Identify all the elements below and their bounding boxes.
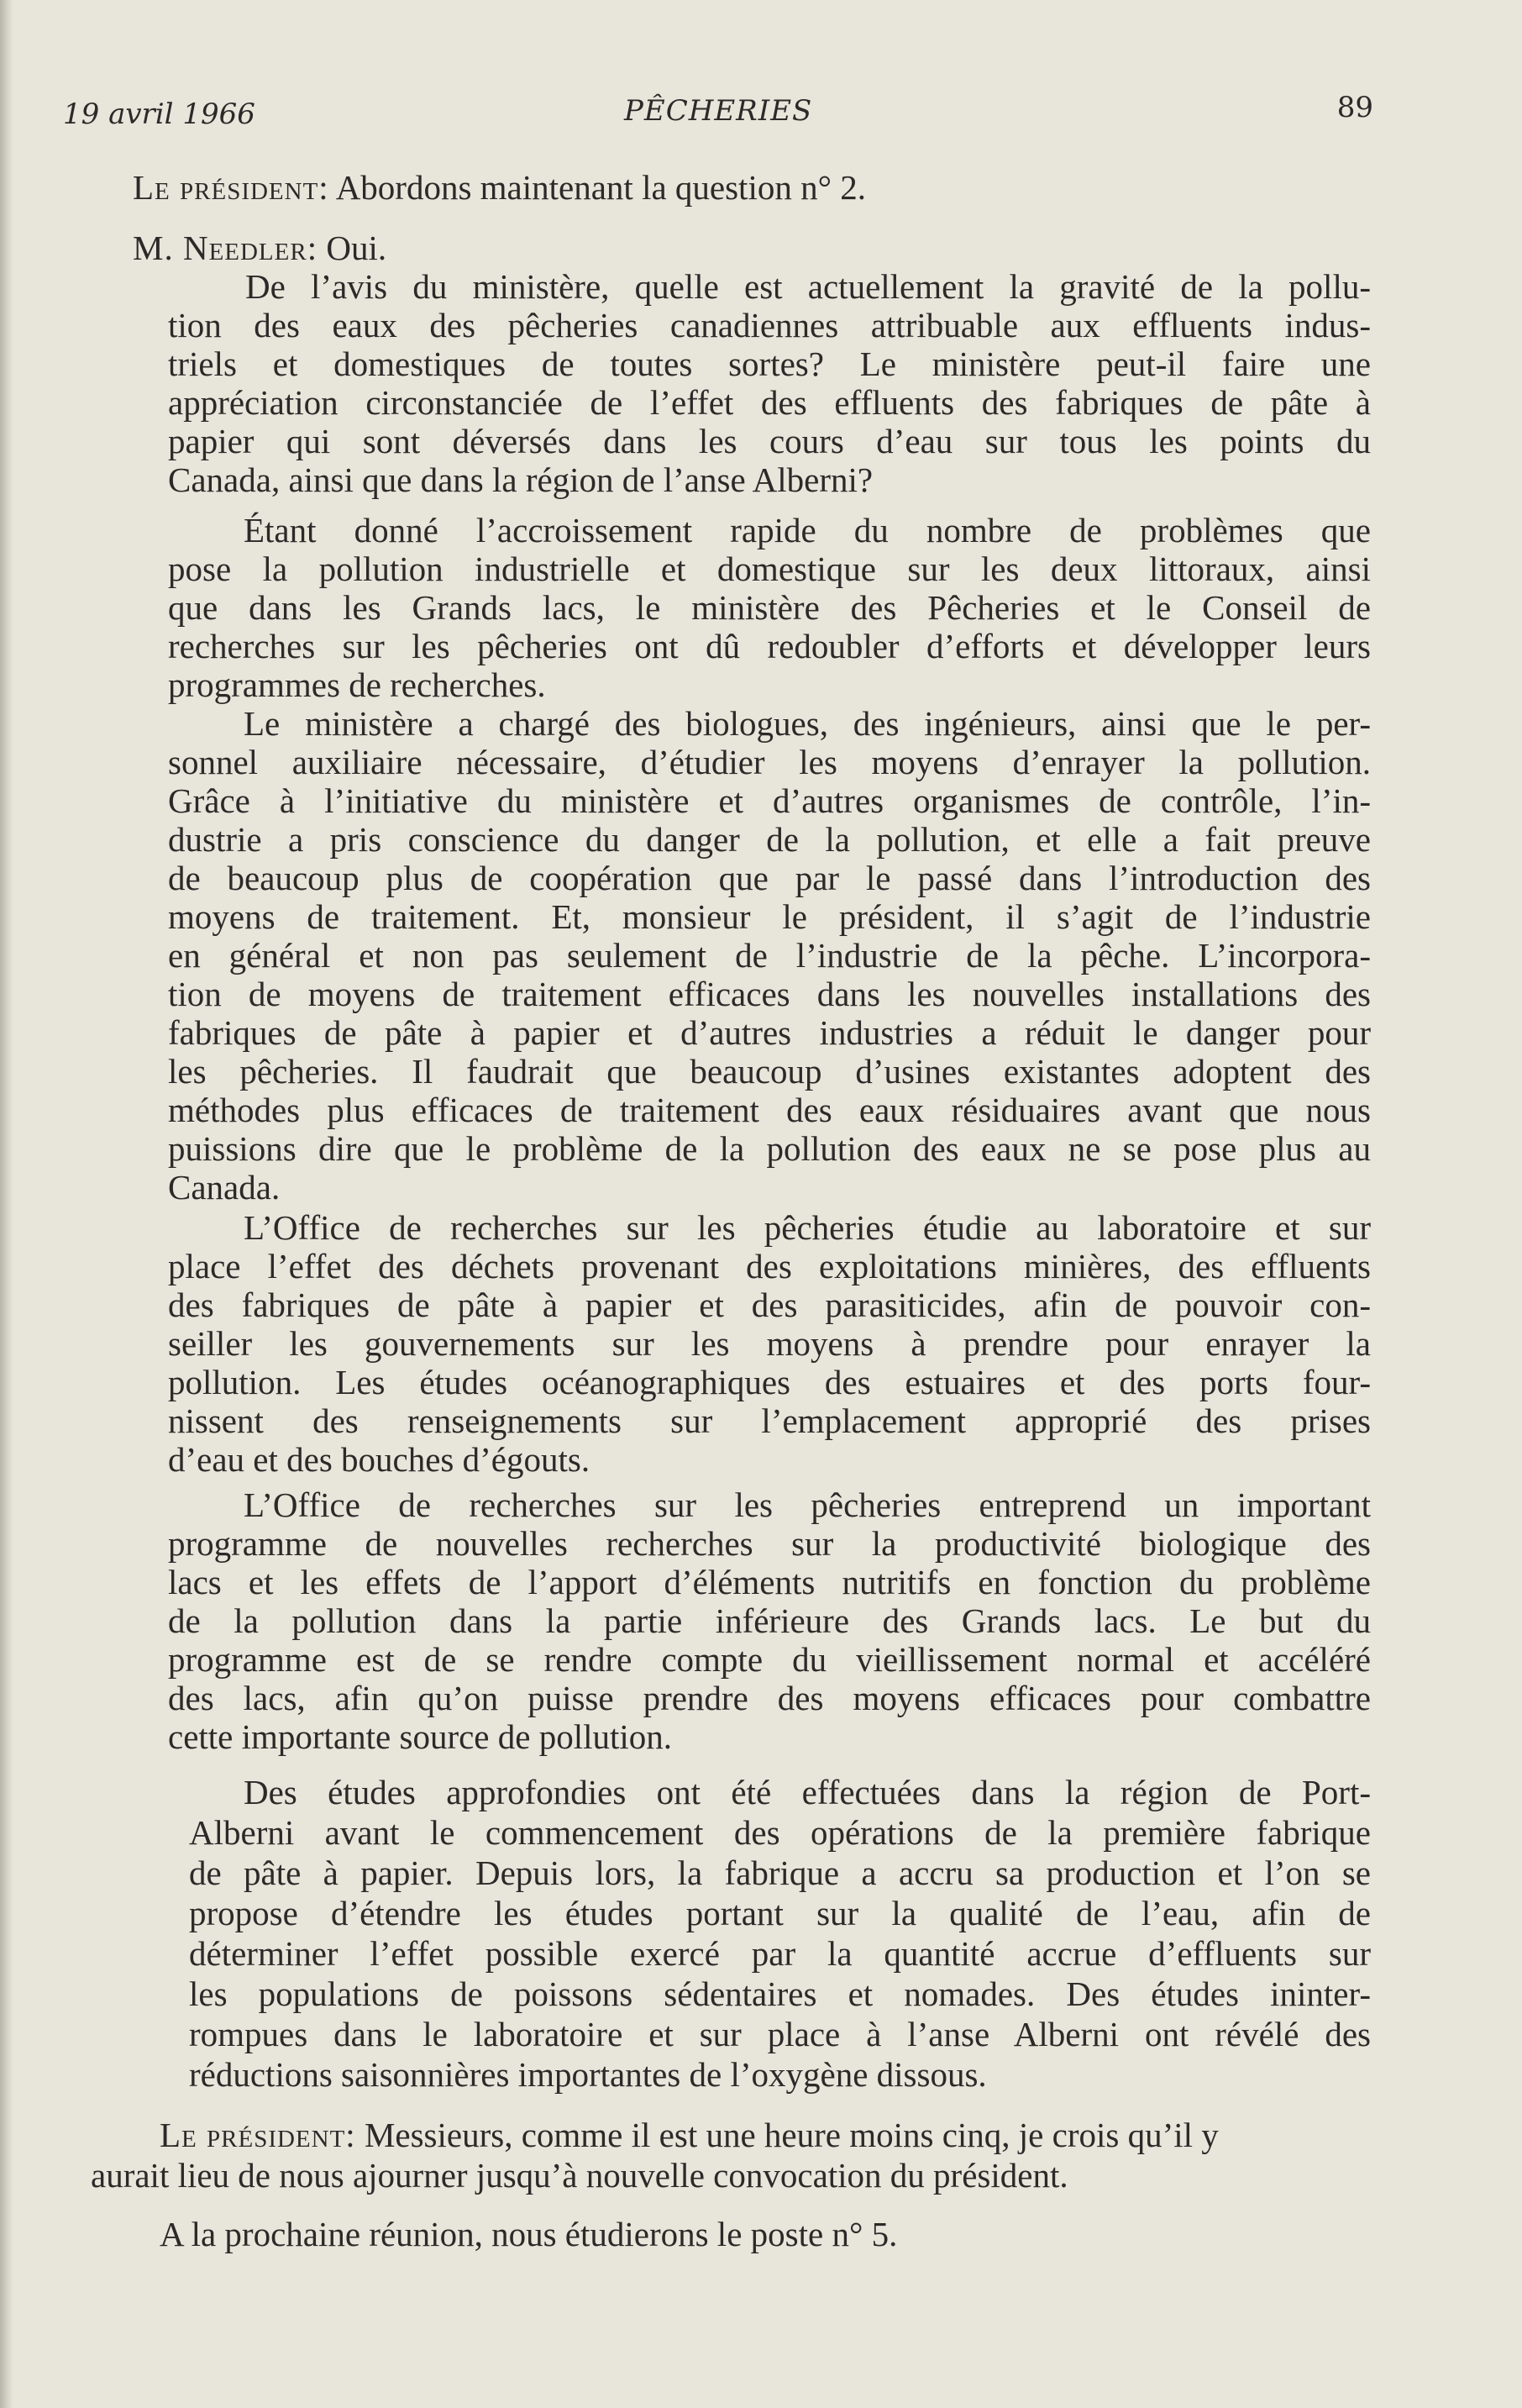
- text-line: L’Office de recherches sur les pêcheries étudie au laboratoire et sur: [244, 1208, 1371, 1247]
- speech-text: Abordons maintenant la question n° 2.: [335, 168, 866, 207]
- text-line: moyens de traitement. Et, monsieur le président, il s’agit de l’industrie: [168, 897, 1371, 936]
- text-line: recherches sur les pêcheries ont dû redoubler d’efforts et développer leurs: [168, 627, 1371, 665]
- text-line: propose d’étendre les études portant sur la qualité de l’eau, afin de: [189, 1894, 1371, 1932]
- text-line: aurait lieu de nous ajourner jusqu’à nouvelle convocation du président.: [91, 2156, 1068, 2195]
- text-line: rompues dans le laboratoire et sur place à l’anse Alberni ont révélé des: [189, 2015, 1371, 2053]
- text-line: triels et domestiques de toutes sortes? Le ministère peut-il faire une: [168, 344, 1371, 383]
- text-line: Alberni avant le commencement des opérations de la première fabrique: [189, 1813, 1371, 1852]
- text-line: Étant donné l’accroissement rapide du nombre de problèmes que: [244, 511, 1371, 549]
- text-line: seiller les gouvernements sur les moyens à prendre pour enrayer la: [168, 1324, 1371, 1363]
- text-line: les pêcheries. Il faudrait que beaucoup d’usines existantes adoptent des: [168, 1052, 1371, 1091]
- page-binding-edge: [0, 0, 13, 2408]
- text-line: déterminer l’effet possible exercé par la quantité accrue d’effluents sur: [189, 1934, 1371, 1973]
- text-line: Grâce à l’initiative du ministère et d’autres organismes de contrôle, l’in-: [168, 781, 1371, 820]
- text-line: programmes de recherches.: [168, 665, 546, 704]
- page-number: 89: [1336, 91, 1373, 124]
- text-line: des fabriques de pâte à papier et des parasiticides, afin de pouvoir con-: [168, 1285, 1371, 1324]
- text-line: les populations de poissons sédentaires et nomades. Des études ininter-: [189, 1974, 1371, 2013]
- president-question: [133, 168, 1376, 207]
- text-line: tion de moyens de traitement efficaces dans les nouvelles installations des: [168, 975, 1371, 1013]
- text-line: dustrie a pris conscience du danger de la pollution, et elle a fait preuve: [168, 820, 1371, 859]
- final-line: A la prochaine réunion, nous étudierons le poste n° 5.: [160, 2215, 898, 2253]
- text-line: des lacs, afin qu’on puisse prendre des moyens efficaces pour combattre: [168, 1679, 1371, 1717]
- page-header: [63, 91, 1373, 133]
- text-line: d’eau et des bouches d’égouts.: [168, 1440, 590, 1479]
- text-line: L’Office de recherches sur les pêcheries entreprend un important: [244, 1485, 1371, 1524]
- speaker-name: Le président:: [133, 168, 329, 207]
- text-line: sonnel auxiliaire nécessaire, d’étudier les moyens d’enrayer la pollution.: [168, 743, 1371, 781]
- speech-text: Oui.: [326, 229, 387, 267]
- text-line: appréciation circonstanciée de l’effet des effluents des fabriques de pâte à: [168, 383, 1371, 422]
- text-line: de pâte à papier. Depuis lors, la fabrique a accru sa production et l’on se: [189, 1853, 1371, 1892]
- text-line: de la pollution dans la partie inférieure des Grands lacs. Le but du: [168, 1601, 1371, 1640]
- text-line: Canada, ainsi que dans la région de l’anse Alberni?: [168, 460, 874, 499]
- header-date: 19 avril 1966: [63, 97, 255, 131]
- text-line: réductions saisonnières importantes de l’oxygène dissous.: [189, 2055, 987, 2094]
- text-line: De l’avis du ministère, quelle est actuellement la gravité de la pollu-: [245, 267, 1371, 306]
- text-line: fabriques de pâte à papier et d’autres industries a réduit le danger pour: [168, 1013, 1371, 1052]
- speaker-name: Le président:: [160, 2116, 356, 2154]
- text-line: pollution. Les études océanographiques des estuaires et des ports four-: [168, 1363, 1371, 1401]
- text-line: que dans les Grands lacs, le ministère des Pêcheries et le Conseil de: [168, 588, 1371, 627]
- speech-text: Messieurs, comme il est une heure moins cinq, je crois qu’il y: [364, 2116, 1219, 2154]
- text-line: lacs et les effets de l’apport d’éléments nutritifs en fonction du problème: [168, 1563, 1371, 1601]
- text-line: de beaucoup plus de coopération que par le passé dans l’introduction des: [168, 859, 1371, 897]
- text-line: tion des eaux des pêcheries canadiennes attribuable aux effluents indus-: [168, 306, 1371, 344]
- text-line: Canada.: [168, 1168, 281, 1207]
- text-line: programme est de se rendre compte du vieillissement normal et accéléré: [168, 1640, 1371, 1679]
- closing-line-1: [160, 2116, 1371, 2154]
- text-line: place l’effet des déchets provenant des exploitations minières, des effluents: [168, 1247, 1371, 1285]
- text-line: papier qui sont déversés dans les cours d’eau sur tous les points du: [168, 422, 1371, 460]
- text-line: cette importante source de pollution.: [168, 1717, 673, 1756]
- speaker-name: M. Needler:: [133, 229, 318, 267]
- needler-answer: [133, 229, 1376, 267]
- text-line: nissent des renseignements sur l’emplacement approprié des prises: [168, 1401, 1371, 1440]
- text-line: pose la pollution industrielle et domestique sur les deux littoraux, ainsi: [168, 549, 1371, 588]
- header-title: PÊCHERIES: [624, 94, 813, 128]
- text-line: Le ministère a chargé des biologues, des ingénieurs, ainsi que le per-: [244, 704, 1371, 743]
- text-line: Des études approfondies ont été effectuées dans la région de Port-: [244, 1773, 1371, 1811]
- text-line: programme de nouvelles recherches sur la productivité biologique des: [168, 1524, 1371, 1563]
- text-line: puissions dire que le problème de la pollution des eaux ne se pose plus au: [168, 1129, 1371, 1168]
- text-line: en général et non pas seulement de l’industrie de la pêche. L’incorpora-: [168, 936, 1371, 975]
- text-line: méthodes plus efficaces de traitement des eaux résiduaires avant que nous: [168, 1091, 1371, 1129]
